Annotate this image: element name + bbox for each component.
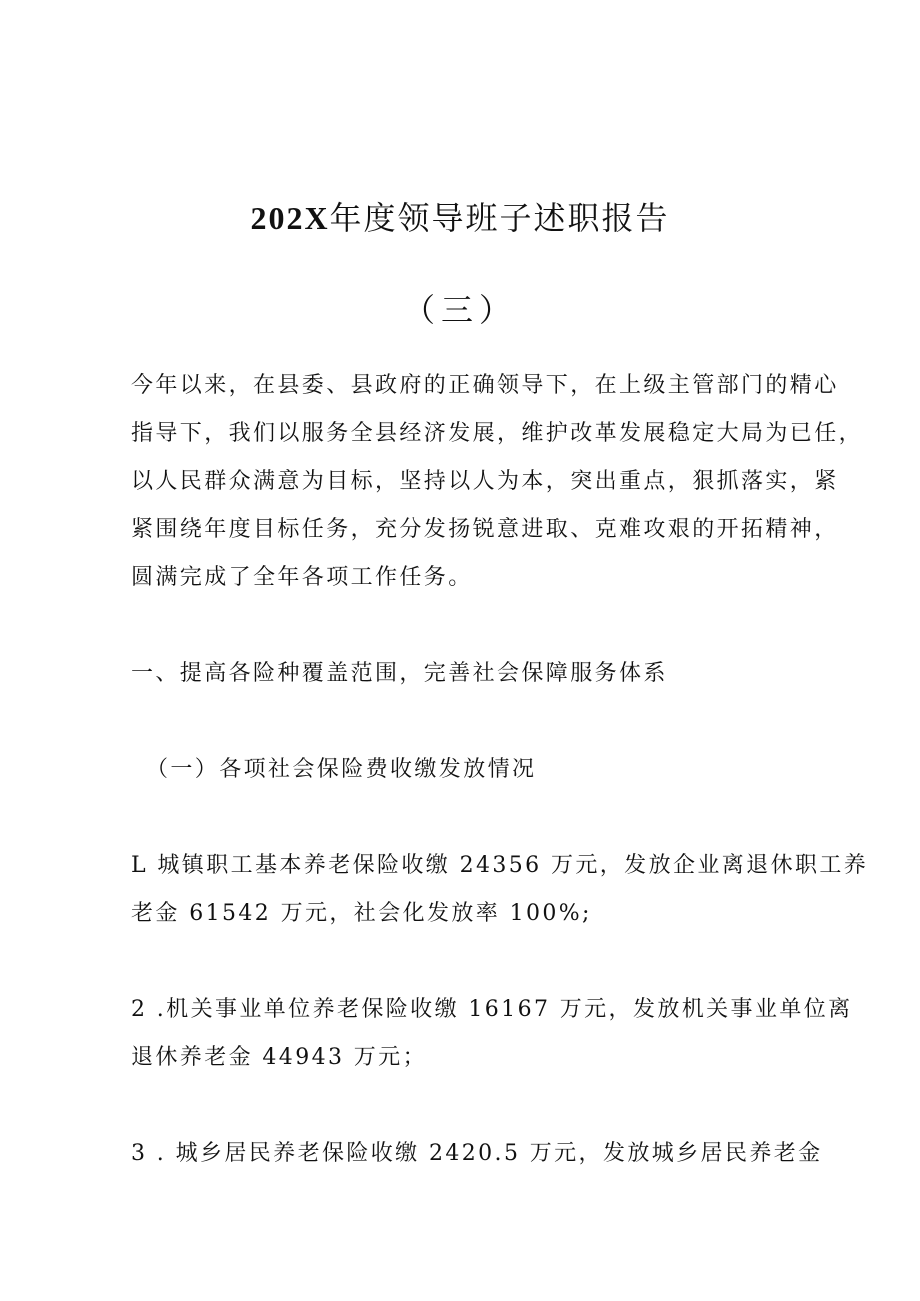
- item-3-line-1: 3 . 城乡居民养老保险收缴 2420.5 万元，发放城乡居民养老金: [131, 1141, 823, 1166]
- intro-line-1: 今年以来，在县委、县政府的正确领导下，在上级主管部门的精心: [131, 373, 839, 398]
- intro-line-4: 紧围绕年度目标任务，充分发扬锐意进取、克难攻艰的开拓精神，: [131, 517, 839, 542]
- title-year: 202X: [250, 200, 330, 236]
- document-subtitle: （三）: [402, 291, 517, 329]
- document-title: [0, 193, 920, 239]
- subsection-heading-1: （一）各项社会保险费收缴发放情况: [146, 757, 537, 782]
- item-2-line-1: 2 .机关事业单位养老保险收缴 16167 万元，发放机关事业单位离: [131, 997, 853, 1022]
- item-1-line-1: L 城镇职工基本养老保险收缴 24356 万元，发放企业离退休职工养: [131, 853, 869, 878]
- intro-line-3: 以人民群众满意为目标，坚持以人为本，突出重点，狠抓落实，紧: [131, 469, 839, 494]
- item-1-line-2: 老金 61542 万元，社会化发放率 100%;: [131, 901, 592, 926]
- section-heading-1: 一、提高各险种覆盖范围，完善社会保障服务体系: [131, 661, 668, 686]
- intro-line-5: 圆满完成了全年各项工作任务。: [131, 565, 473, 590]
- item-2-line-2: 退休养老金 44943 万元；: [131, 1045, 427, 1070]
- intro-line-2: 指导下，我们以服务全县经济发展，维护改革发展稳定大局为已任，: [131, 421, 864, 446]
- title-text: 年度领导班子述职报告: [329, 199, 670, 237]
